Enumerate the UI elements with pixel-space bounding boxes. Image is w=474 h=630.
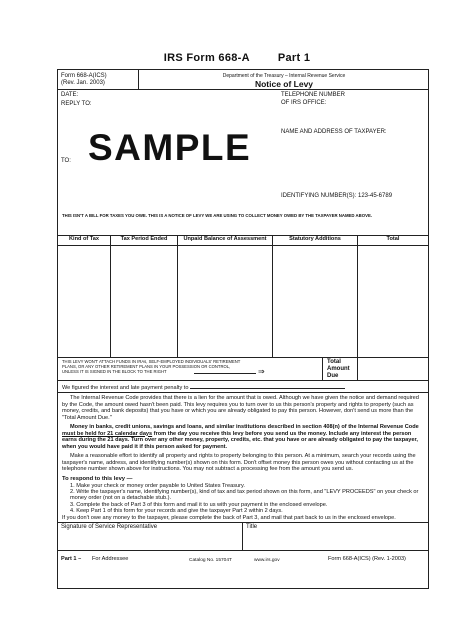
not-a-bill-notice: THIS ISN'T A BILL FOR TAXES YOU OWE. THIS IS A NOTICE OF LEVY WE ARE USING TO COLLECT MONEY OWED BY THE TAXPAYER NAMED ABOVE. [62,213,373,218]
respond-heading: To respond to this levy — [62,476,133,482]
right-arrow-icon: ⇒ [258,367,265,376]
interest-date-blank [190,383,345,389]
respond-item-2: 2. Write the taxpayer's name, identifying number(s), kind of tax and tax period shown on this form, and "LEVY PROCEEDS" on your check or money order (not on a detachable stub.). [70,489,419,502]
total-amount-due-label-2: Amount [327,366,350,372]
telephone-label: TELEPHONE NUMBER [281,92,346,98]
to-label: TO: [61,158,71,164]
reply-to-label: REPLY TO: [61,101,92,107]
respond-item-1: 1. Make your check or money order payable to United States Treasury. [70,483,245,489]
interest-penalty-text: We figured the interest and late payment penalty to [62,385,189,391]
column-kind-of-tax: Kind of Tax [68,236,100,242]
footer-part: Part 1 – [61,556,82,562]
footer-url: www.irs.gov [254,558,280,563]
interest-penalty-line [62,383,345,392]
respond-item-4: 4. Keep Part 1 of this form for your records and give the taxpayer Part 2 within 2 days. [70,508,283,514]
footer-for-addressee: For Addressee [92,556,129,562]
page-title-form: IRS Form 668-A [163,52,250,64]
reasonable-effort-paragraph: Make a reasonable effort to identify all property and rights to property belonging to this person. At a minimum, search your records using the taxpayer's name, address, and identifying number(s) shown on this form. Don't offset money this person owes you without contacting us at the telephone number shown above for instructions. You may not subtract a processing fee from the amount you send us. [62,453,416,473]
no-money-owed-paragraph: If you don't owe any money to the taxpayer, please complete the back of Part 3, and mail that part back to us in the enclosed envelope. [62,515,396,521]
bank-hold-paragraph: Money in banks, credit unions, savings and loans, and similar institutions described in section 408(n) of the Internal Revenue Code must be held for 21 calendar days from the day you receive this levy before you send us the money. Include any interest the person earns during the 21 days. Turn over any other money, property, credits, etc. that you have or are already obligated to pay the taxpayer, when you would have paid it if this person asked for payment. [62,424,419,450]
page-title-part: Part 1 [277,52,311,64]
retirement-exclusion-line2: PLANS, OR ANY OTHER RETIREMENT PLANS IN YOUR POSSESSION OR CONTROL, [62,364,231,369]
column-unpaid-balance: Unpaid Balance of Assessment [183,236,267,242]
lien-paragraph: The Internal Revenue Code provides that there is a lien for the amount that is owed. Although we have given the notice and demand required by the Code, the amount owed hasn't been paid. This levy requires you to turn over to us this person's property and rights to property (such as money, credits, and bank deposits) that you have or which you are already obligated to pay this person. However, don't send us more than the "Total Amount Due." [62,395,419,421]
date-label: DATE: [61,92,79,98]
retirement-exclusion-line3: UNLESS IT IS SIGNED IN THE BLOCK TO THE RIGHT [62,369,167,374]
footer-catalog: Catalog No. 15704T [189,558,232,563]
agency-name: Department of the Treasury – Internal Revenue Service [222,73,346,79]
page-title [0,52,474,64]
total-amount-due-label-3: Due [327,373,339,379]
total-amount-due-label-1: Total [327,359,341,365]
column-tax-period-ended: Tax Period Ended [120,236,168,242]
footer-form-number: Form 668-A(ICS) (Rev. 1-2003) [328,556,406,562]
respond-item-3: 3. Complete the back of Part 3 of this form and mail it to us with your payment in the enclosed envelope. [70,502,328,508]
form-revision: (Rev. Jan. 2003) [61,80,105,86]
form-title: Notice of Levy [254,79,314,89]
form-number: Form 668-A(ICS) [61,73,107,79]
column-total: Total [386,236,400,242]
signature-label: Signature of Service Representative [61,524,158,530]
irs-office-label: OF IRS OFFICE: [281,100,327,106]
taxpayer-name-address-label: NAME AND ADDRESS OF TAXPAYER: [281,129,387,135]
retirement-exclusion-line1: THIS LEVY WON'T ATTACH FUNDS IN IRAs, SELF-EMPLOYED INDIVIDUALS' RETIREMENT [62,359,241,364]
notice-of-levy-form [57,69,429,589]
title-label: Title [246,524,258,530]
column-statutory-additions: Statutory Additions [289,236,341,242]
identifying-number: IDENTIFYING NUMBER(S): 123-45-6789 [281,193,393,199]
sample-watermark: SAMPLE [88,127,252,168]
